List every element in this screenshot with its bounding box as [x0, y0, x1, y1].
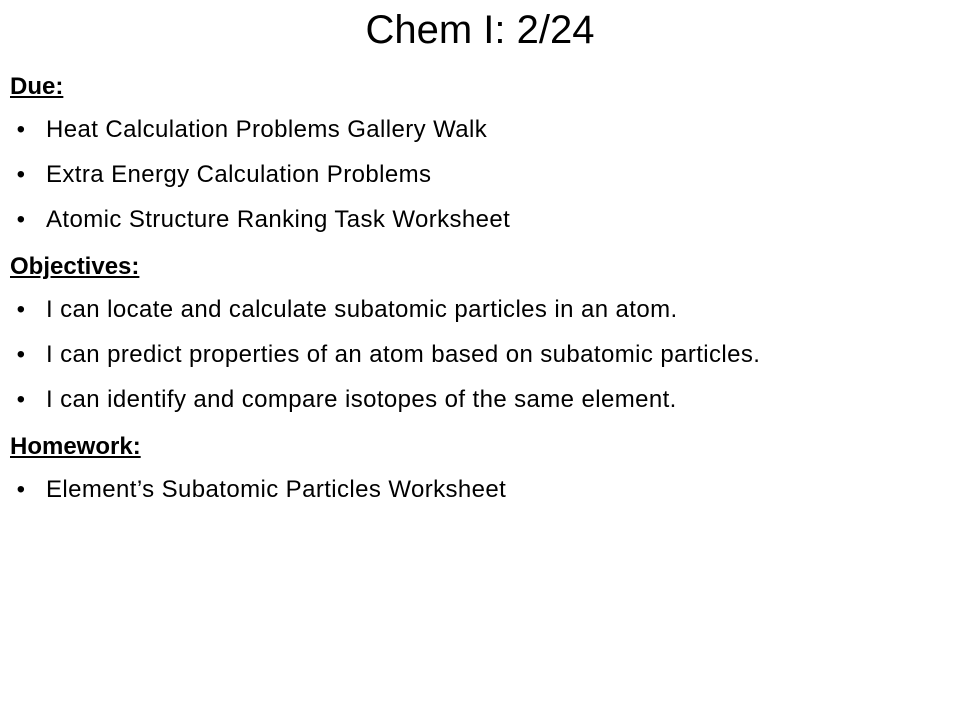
section-objectives — [10, 248, 930, 415]
list-item — [10, 114, 930, 145]
list-item — [10, 339, 930, 370]
list-item — [10, 474, 930, 505]
bullet-icon: • — [16, 386, 26, 413]
slide-content — [10, 68, 930, 505]
list-item-text: I can predict properties of an atom based on subatomic particles. — [46, 341, 761, 368]
bullet-icon: • — [16, 161, 26, 188]
section-heading-homework: Homework: — [10, 433, 141, 460]
list-item-text: I can locate and calculate subatomic particles in an atom. — [46, 296, 678, 323]
list-item — [10, 384, 930, 415]
bullet-icon: • — [16, 341, 26, 368]
list-item-text: Element’s Subatomic Particles Worksheet — [46, 476, 507, 503]
due-list — [10, 114, 930, 235]
bullet-icon: • — [16, 296, 26, 323]
list-item-text: I can identify and compare isotopes of the same element. — [46, 386, 677, 413]
homework-list — [10, 474, 930, 505]
list-item-text: Atomic Structure Ranking Task Worksheet — [46, 206, 511, 233]
list-item — [10, 294, 930, 325]
bullet-icon: • — [16, 476, 26, 503]
list-item-text: Heat Calculation Problems Gallery Walk — [46, 116, 488, 143]
list-item-text: Extra Energy Calculation Problems — [46, 161, 432, 188]
list-item — [10, 159, 930, 190]
bullet-icon: • — [16, 116, 26, 143]
section-heading-objectives: Objectives: — [10, 253, 140, 280]
objectives-list — [10, 294, 930, 415]
section-due — [10, 68, 930, 235]
section-heading-due: Due: — [10, 73, 64, 100]
section-homework — [10, 428, 930, 505]
list-item — [10, 204, 930, 235]
bullet-icon: • — [16, 206, 26, 233]
slide-title: Chem I: 2/24 — [365, 8, 595, 52]
